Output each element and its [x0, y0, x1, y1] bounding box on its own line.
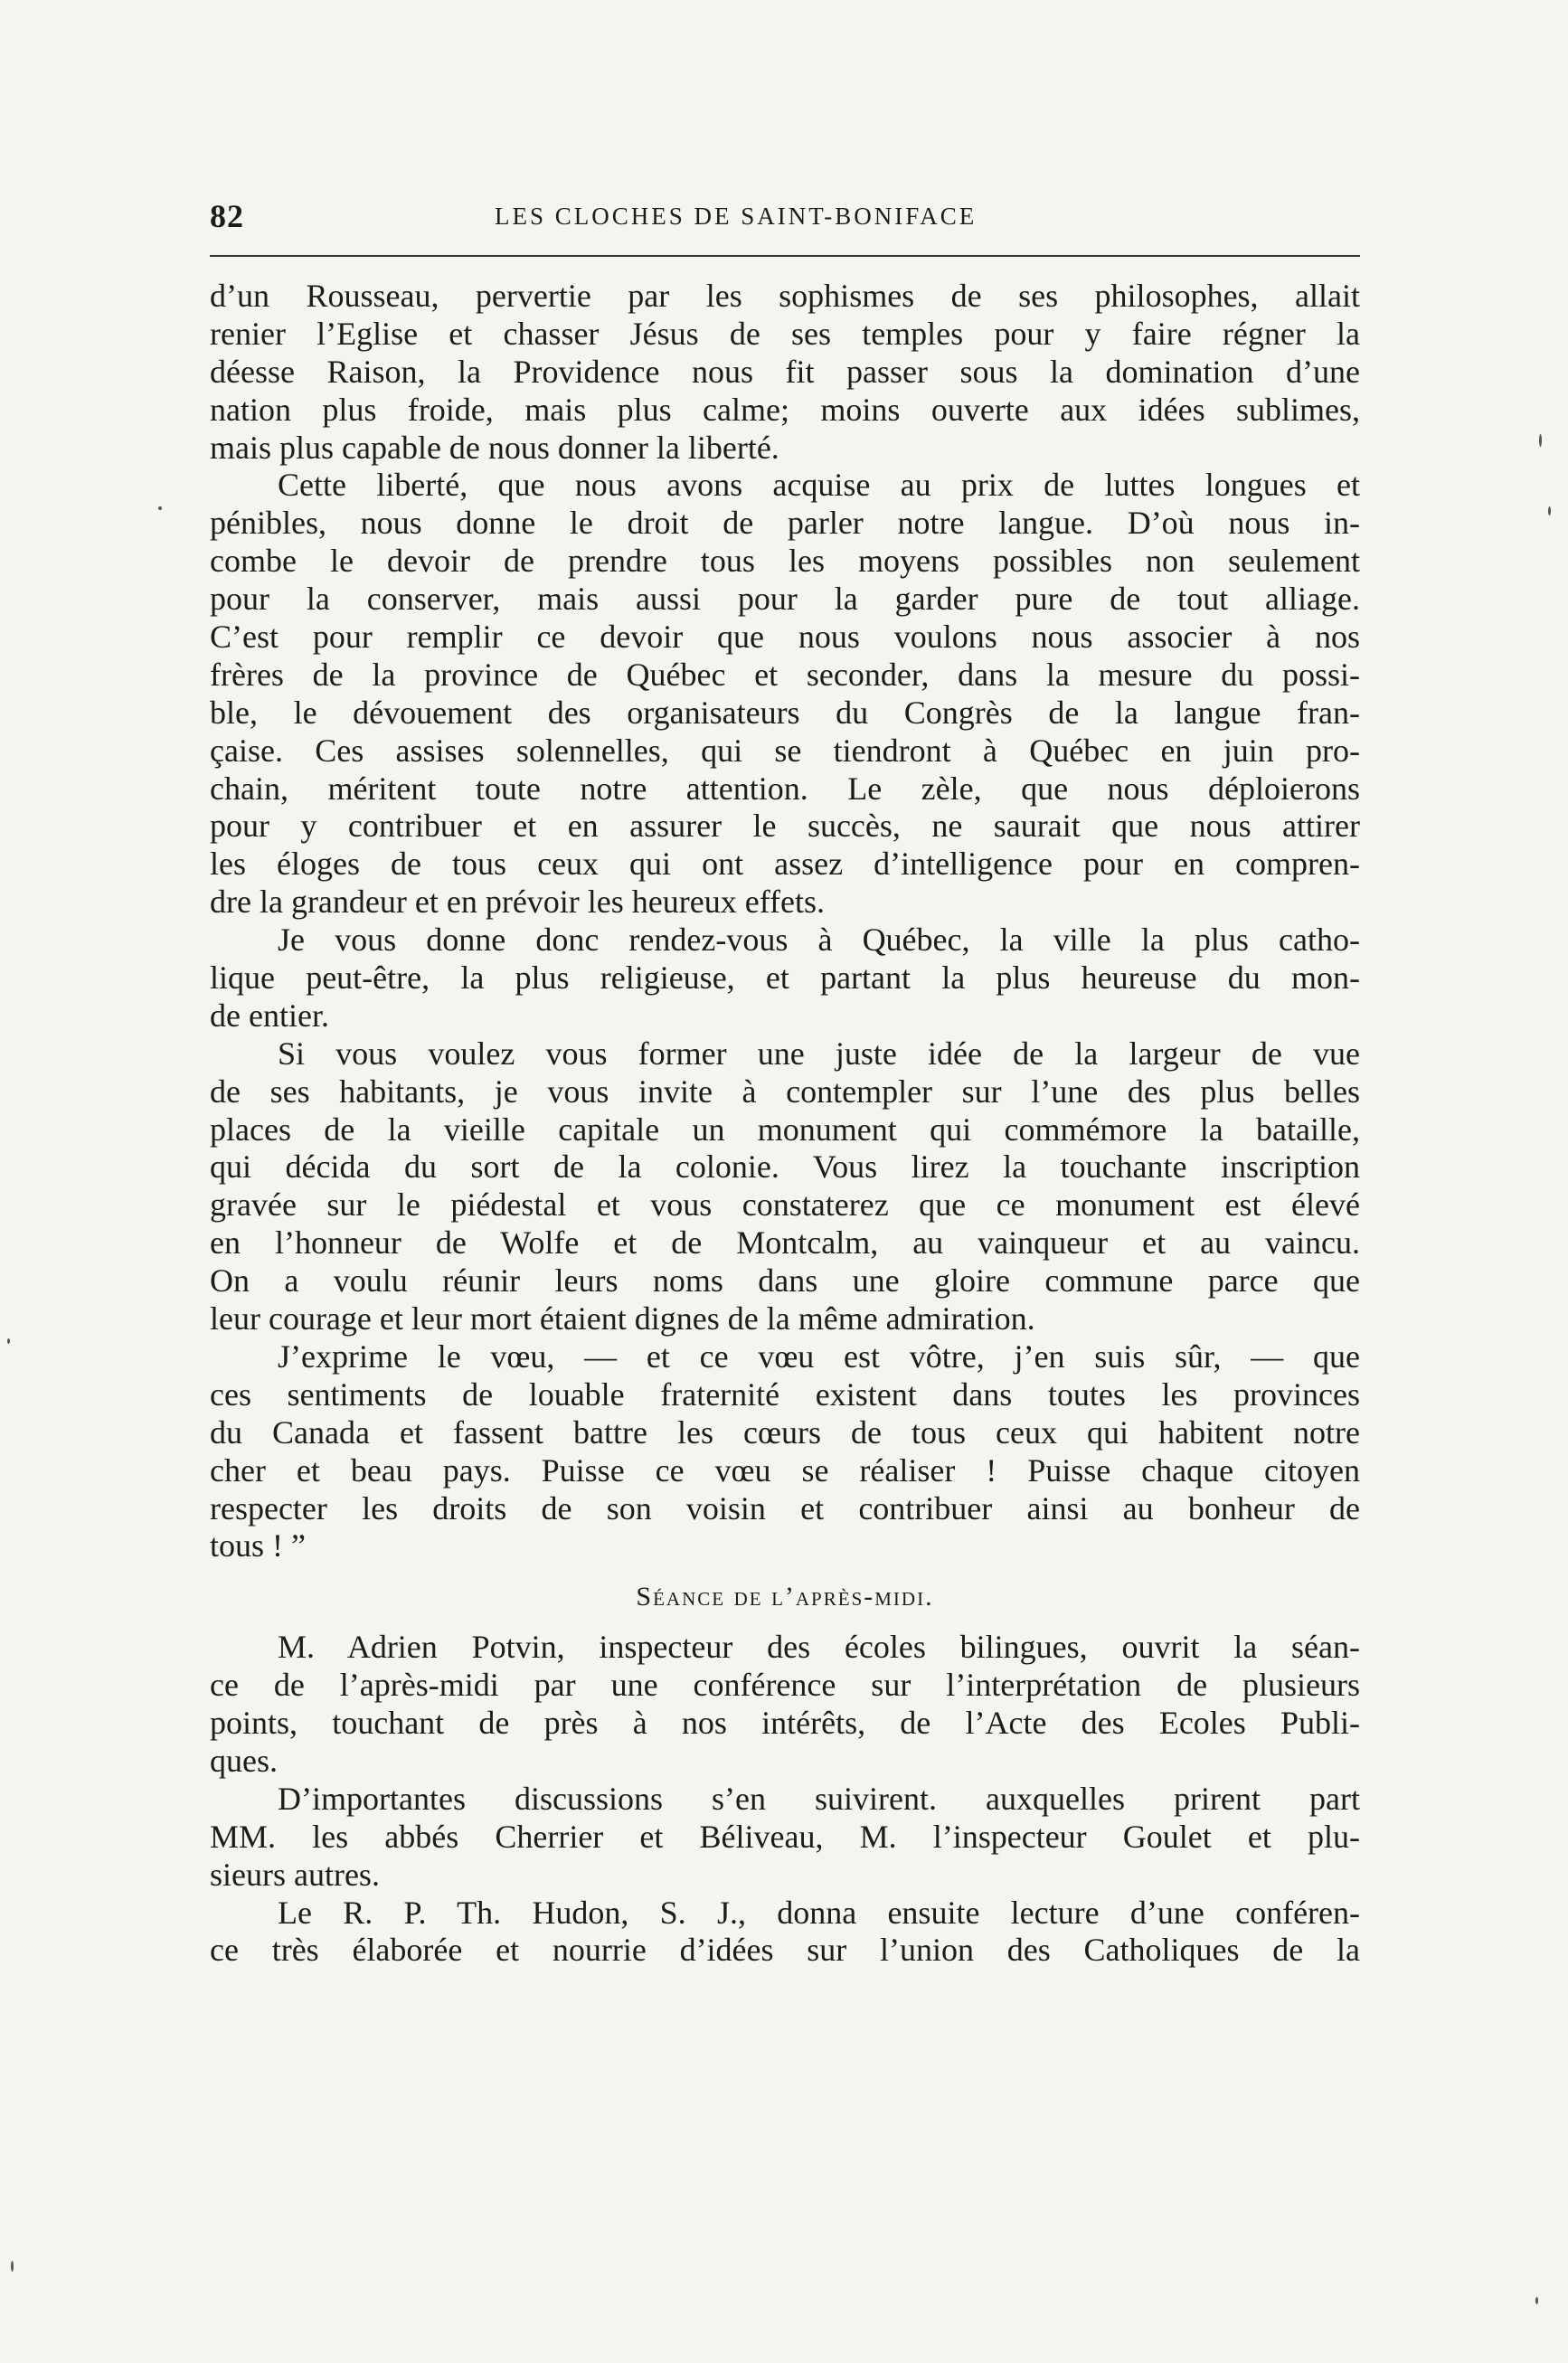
scan-speck [1539, 434, 1542, 447]
text-line: mais plus capable de nous donner la liberté. [210, 429, 779, 466]
text-line: dre la grandeur et en prévoir les heureux effets. [210, 884, 826, 921]
text-line: pénibles, nous donne le droit de parler notre langue. D’où nous in- [210, 505, 1360, 542]
text-line: points, touchant de près à nos intérêts, de l’Acte des Ecoles Publi- [210, 1705, 1360, 1742]
body-text [210, 278, 1360, 1970]
page-number: 82 [210, 198, 244, 234]
text-line: pour y contribuer et en assurer le succès, ne saurait que nous attirer [210, 808, 1360, 845]
paragraph-start-line: D’importantes discussions s’en suivirent. auxquelles prirent part [278, 1780, 1360, 1817]
text-line: de ses habitants, je vous invite à contempler sur l’une des plus belles [210, 1073, 1360, 1110]
text-line: chain, méritent toute notre attention. Le zèle, que nous déploierons [210, 770, 1360, 807]
text-line: les éloges de tous ceux qui ont assez d’intelligence pour en compren- [210, 846, 1360, 883]
text-line: C’est pour remplir ce devoir que nous voulons nous associer à nos [210, 619, 1360, 656]
text-line: ces sentiments de louable fraternité existent dans toutes les provinces [210, 1375, 1360, 1413]
paragraph-start-line: J’exprime le vœu, — et ce vœu est vôtre, j’en suis sûr, — que [278, 1337, 1360, 1375]
text-line: leur courage et leur mort étaient dignes de la même admiration. [210, 1300, 1035, 1337]
scan-speck [1548, 506, 1551, 515]
scan-speck [1535, 2297, 1538, 2304]
text-line: renier l’Eglise et chasser Jésus de ses temples pour y faire régner la [210, 315, 1360, 352]
text-line: tous ! ” [210, 1527, 306, 1564]
text-line: ce de l’après-midi par une conférence sur l’interprétation de plusieurs [210, 1667, 1360, 1704]
text-line: qui décida du sort de la colonie. Vous lirez la touchante inscription [210, 1148, 1360, 1186]
scan-speck [158, 506, 162, 510]
text-line: du Canada et fassent battre les cœurs de tous ceux qui habitent notre [210, 1413, 1360, 1451]
paragraph-start-line: Je vous donne donc rendez-vous à Québec, la ville la plus catho- [278, 922, 1360, 959]
text-line: en l’honneur de Wolfe et de Montcalm, au vainqueur et au vaincu. [210, 1224, 1360, 1262]
header-rule [210, 255, 1360, 257]
paragraph-start-line: Cette liberté, que nous avons acquise au prix de luttes longues et [278, 467, 1360, 504]
running-title: LES CLOCHES DE SAINT-BONIFACE [495, 203, 978, 230]
scan-speck [7, 1338, 10, 1344]
text-line: sieurs autres. [210, 1856, 380, 1893]
text-line: d’un Rousseau, pervertie par les sophismes de ses philosophes, allait [210, 278, 1360, 314]
text-line: MM. les abbés Cherrier et Béliveau, M. l’inspecteur Goulet et plu- [210, 1818, 1360, 1855]
text-line: gravée sur le piédestal et vous constaterez que ce monument est élevé [210, 1186, 1360, 1224]
text-line: ce très élaborée et nourrie d’idées sur l’union des Catholiques de la [210, 1932, 1360, 1969]
text-line: places de la vieille capitale un monument qui commémore la bataille, [210, 1111, 1360, 1148]
paragraph-start-line: M. Adrien Potvin, inspecteur des écoles bilingues, ouvrit la séan- [278, 1629, 1360, 1666]
page-header [210, 197, 1360, 244]
scan-speck [11, 2261, 14, 2272]
text-line: combe le devoir de prendre tous les moyens possibles non seulement [210, 543, 1360, 580]
paragraph-start-line: Si vous voulez vous former une juste idée de la largeur de vue [278, 1035, 1360, 1072]
text-line: On a voulu réunir leurs noms dans une gloire commune parce que [210, 1262, 1360, 1300]
text-line: frères de la province de Québec et seconder, dans la mesure du possi- [210, 656, 1360, 693]
text-line: déesse Raison, la Providence nous fit passer sous la domination d’une [210, 353, 1360, 390]
text-line: ques. [210, 1742, 278, 1779]
section-heading: Séance de l’après-midi. [636, 1582, 934, 1612]
paragraph-start-line: Le R. P. Th. Hudon, S. J., donna ensuite lecture d’une conféren- [278, 1894, 1360, 1931]
text-line: nation plus froide, mais plus calme; moins ouverte aux idées sublimes, [210, 391, 1360, 428]
text-line: de entier. [210, 997, 329, 1034]
text-line: pour la conserver, mais aussi pour la garder pure de tout alliage. [210, 581, 1360, 618]
text-line: ble, le dévouement des organisateurs du Congrès de la langue fran- [210, 694, 1360, 731]
text-line: çaise. Ces assises solennelles, qui se tiendront à Québec en juin pro- [210, 732, 1360, 769]
text-line: cher et beau pays. Puisse ce vœu se réaliser ! Puisse chaque citoyen [210, 1451, 1360, 1489]
text-line: respecter les droits de son voisin et contribuer ainsi au bonheur de [210, 1489, 1360, 1526]
text-line: lique peut-être, la plus religieuse, et partant la plus heureuse du mon- [210, 959, 1360, 997]
